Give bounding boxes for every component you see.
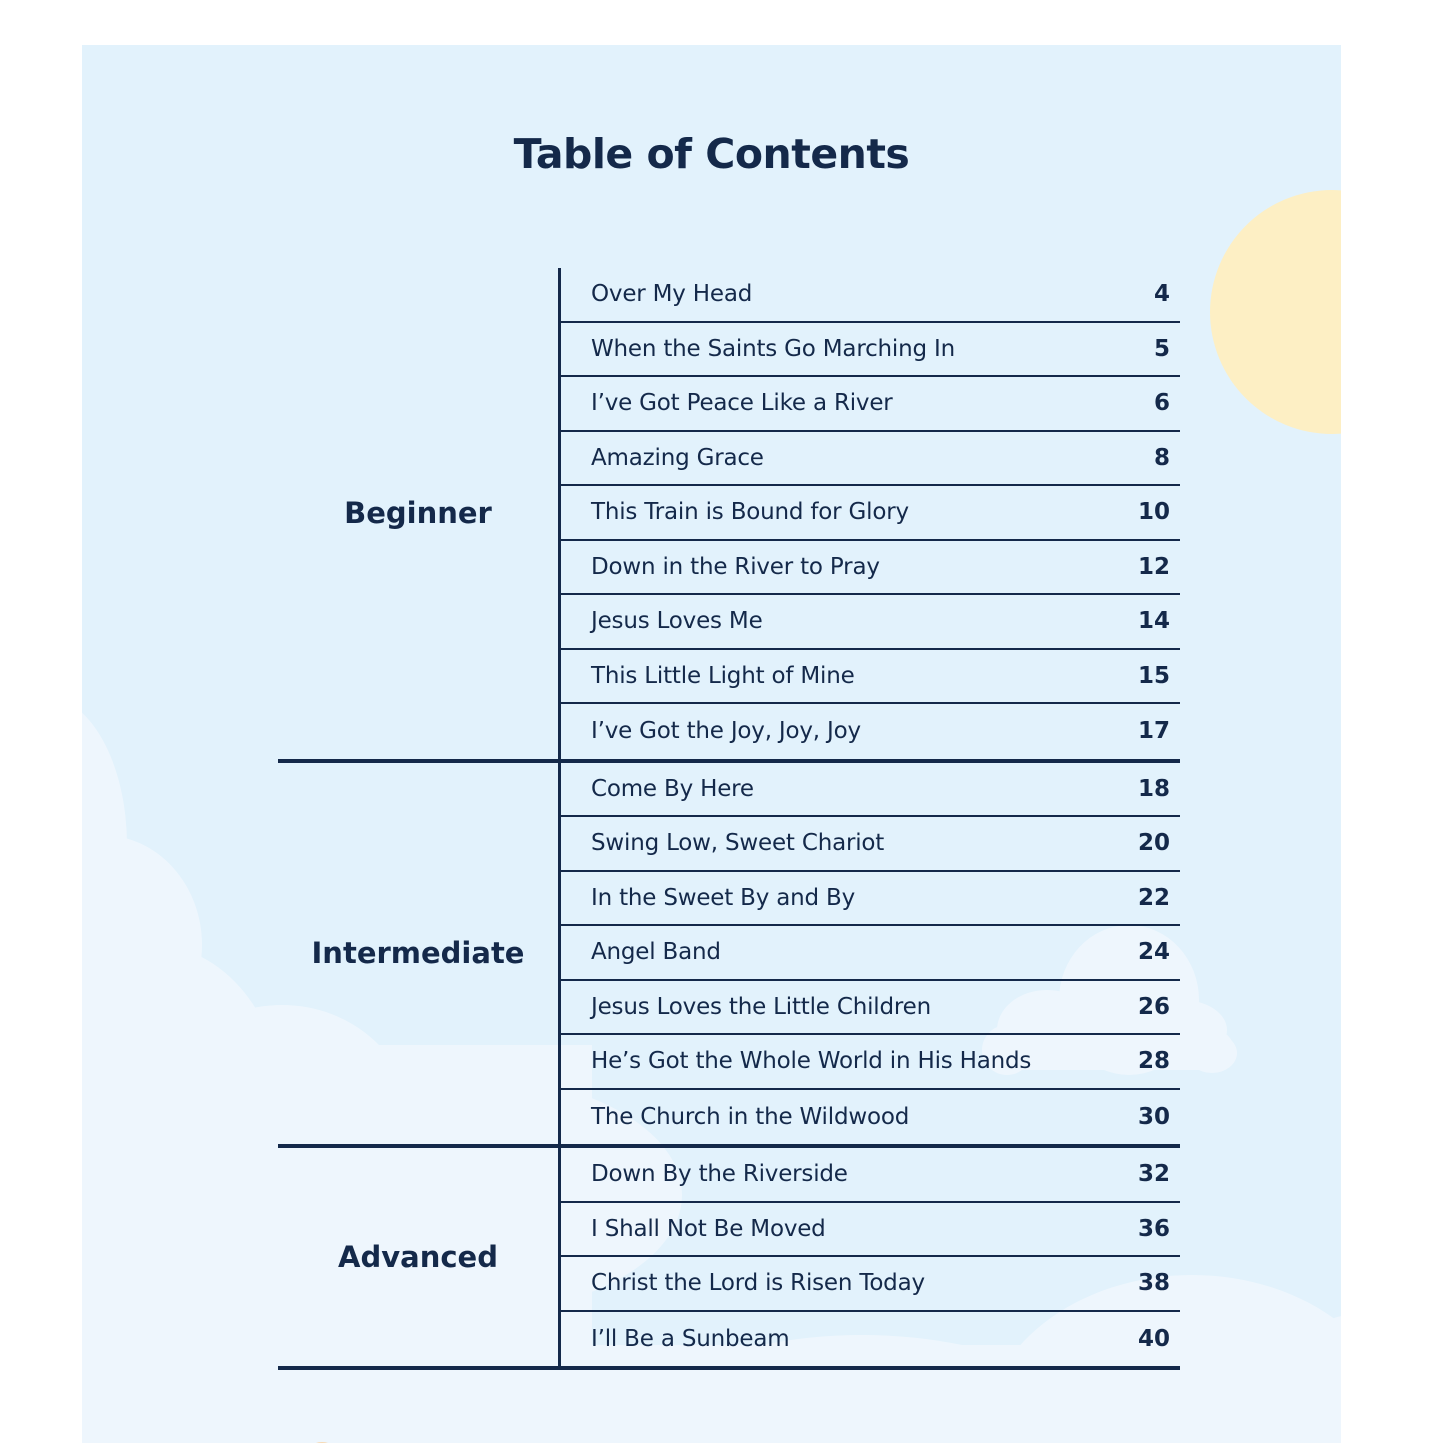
entry-page: 8 (1153, 444, 1170, 471)
toc-page (82, 45, 1341, 1443)
entry-title: Down By the Riverside (591, 1161, 848, 1188)
entry-page: 15 (1137, 662, 1170, 689)
entry-title: Jesus Loves Me (591, 608, 763, 635)
entry-page: 22 (1137, 884, 1170, 911)
section-intermediate (278, 763, 1180, 1149)
toc-entry[interactable] (561, 650, 1180, 705)
entry-page: 28 (1137, 1048, 1170, 1075)
section-entries (558, 763, 1180, 1145)
entry-title: I’ve Got Peace Like a River (591, 390, 893, 417)
entry-page: 40 (1137, 1325, 1170, 1352)
entry-page: 6 (1153, 390, 1170, 417)
entry-title: This Train is Bound for Glory (591, 499, 909, 526)
entry-title: Come By Here (591, 775, 754, 802)
entry-title: When the Saints Go Marching In (591, 335, 955, 362)
entry-page: 24 (1137, 939, 1170, 966)
sun-icon (1210, 190, 1341, 434)
toc-entry[interactable] (561, 926, 1180, 981)
toc-entry[interactable] (561, 872, 1180, 927)
section-beginner (278, 268, 1180, 763)
section-label: Beginner (344, 496, 492, 531)
toc-entry[interactable] (561, 377, 1180, 432)
section-entries (558, 1148, 1180, 1366)
entry-page: 12 (1137, 553, 1170, 580)
entry-page: 38 (1137, 1270, 1170, 1297)
entry-page: 36 (1137, 1215, 1170, 1242)
entry-title: I’ll Be a Sunbeam (591, 1325, 790, 1352)
section-entries (558, 268, 1180, 759)
page-title: Table of Contents (513, 130, 910, 178)
entry-page: 4 (1153, 281, 1170, 308)
toc-entry[interactable] (561, 1203, 1180, 1258)
section-label: Intermediate (311, 936, 525, 971)
entry-title: Christ the Lord is Risen Today (591, 1270, 925, 1297)
entry-page: 17 (1137, 718, 1170, 745)
toc-entry[interactable] (561, 981, 1180, 1036)
entry-page: 30 (1137, 1103, 1170, 1130)
toc-entry[interactable] (561, 323, 1180, 378)
table-of-contents (278, 268, 1180, 1370)
toc-entry[interactable] (561, 1090, 1180, 1145)
toc-entry[interactable] (561, 541, 1180, 596)
entry-page: 10 (1137, 499, 1170, 526)
entry-page: 32 (1137, 1161, 1170, 1188)
entry-title: Angel Band (591, 939, 721, 966)
entry-page: 5 (1153, 335, 1170, 362)
toc-entry[interactable] (561, 704, 1180, 759)
entry-page: 20 (1137, 830, 1170, 857)
entry-title: The Church in the Wildwood (591, 1103, 910, 1130)
toc-entry[interactable] (561, 432, 1180, 487)
toc-entry[interactable] (561, 763, 1180, 818)
toc-entry[interactable] (561, 1257, 1180, 1312)
toc-entry[interactable] (561, 1035, 1180, 1090)
toc-entry[interactable] (561, 1148, 1180, 1203)
toc-entry[interactable] (561, 817, 1180, 872)
entry-title: Amazing Grace (591, 444, 764, 471)
entry-title: In the Sweet By and By (591, 884, 856, 911)
entry-page: 26 (1137, 993, 1170, 1020)
entry-title: Over My Head (591, 281, 753, 308)
entry-title: This Little Light of Mine (591, 662, 855, 689)
entry-title: Jesus Loves the Little Children (591, 993, 931, 1020)
section-label: Advanced (338, 1240, 498, 1274)
toc-entry[interactable] (561, 595, 1180, 650)
entry-title: Down in the River to Pray (591, 553, 880, 580)
entry-page: 18 (1137, 775, 1170, 802)
toc-entry[interactable] (561, 1312, 1180, 1367)
toc-entry[interactable] (561, 268, 1180, 323)
toc-entry[interactable] (561, 486, 1180, 541)
entry-title: I’ve Got the Joy, Joy, Joy (591, 718, 861, 745)
section-advanced (278, 1148, 1180, 1370)
entry-title: Swing Low, Sweet Chariot (591, 830, 885, 857)
entry-title: I Shall Not Be Moved (591, 1215, 826, 1242)
entry-title: He’s Got the Whole World in His Hands (591, 1048, 1032, 1075)
entry-page: 14 (1137, 608, 1170, 635)
